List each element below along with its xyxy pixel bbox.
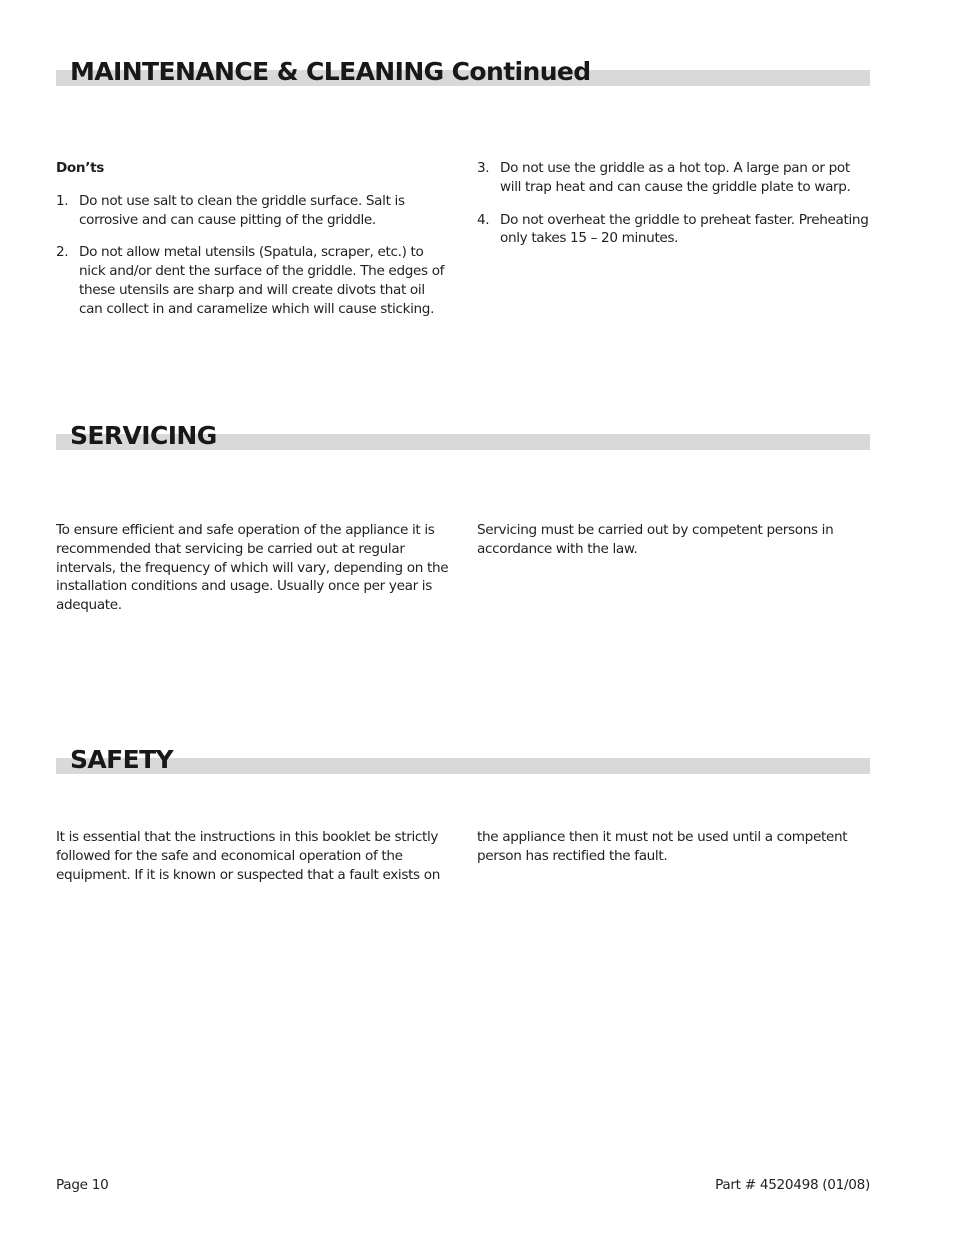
list-number: 4.	[477, 211, 490, 228]
list-text: Do not overheat the griddle to preheat faster. Preheating only takes 15 – 20 minutes.	[500, 211, 869, 247]
donts-heading: Don’ts	[56, 160, 104, 176]
maintenance-title: MAINTENANCE & CLEANING Continued	[70, 57, 591, 86]
list-item	[56, 243, 451, 318]
donts-right-column	[477, 159, 872, 262]
servicing-right-column	[477, 521, 872, 559]
safety-paragraph-1: It is essential that the instructions in this booklet be strictly followed for the safe and economical operation of the equipment. If it is known or suspected that a fault exists on	[56, 829, 440, 883]
donts-left-column	[56, 159, 451, 333]
servicing-left-column	[56, 521, 451, 615]
list-number: 2.	[56, 244, 69, 261]
servicing-paragraph-2: Servicing must be carried out by competent persons in accordance with the law.	[477, 522, 834, 557]
safety-left-column	[56, 828, 446, 884]
servicing-section-header	[56, 410, 870, 450]
safety-right-column	[477, 828, 872, 866]
heading-bar	[56, 758, 870, 774]
list-item	[477, 211, 872, 249]
safety-title: SAFETY	[70, 745, 174, 774]
part-number: Part # 4520498 (01/08)	[715, 1177, 870, 1193]
maintenance-section-header	[56, 46, 870, 86]
safety-section-header	[56, 734, 870, 774]
servicing-title: SERVICING	[70, 421, 217, 450]
list-item	[56, 192, 451, 230]
list-item	[477, 159, 872, 197]
list-text: Do not use salt to clean the griddle surface. Salt is corrosive and can cause pitting of the griddle.	[79, 192, 405, 228]
list-number: 1.	[56, 192, 69, 209]
page-number: Page 10	[56, 1177, 109, 1193]
list-text: Do not allow metal utensils (Spatula, scraper, etc.) to nick and/or dent the surface of the griddle. The edges of these utensils are sharp and will create divots that oil can collect in and caramelize which will cause sticking.	[79, 244, 445, 317]
safety-paragraph-2: the appliance then it must not be used until a competent person has rectified the fault.	[477, 829, 848, 864]
servicing-paragraph-1: To ensure efficient and safe operation of the appliance it is recommended that servicing be carried out at regular intervals, the frequency of which will vary, depending on the installation conditions and usage. Usually once per year is adequate.	[56, 522, 449, 614]
list-text: Do not use the griddle as a hot top. A large pan or pot will trap heat and can cause the griddle plate to warp.	[500, 160, 851, 195]
list-number: 3.	[477, 160, 490, 176]
